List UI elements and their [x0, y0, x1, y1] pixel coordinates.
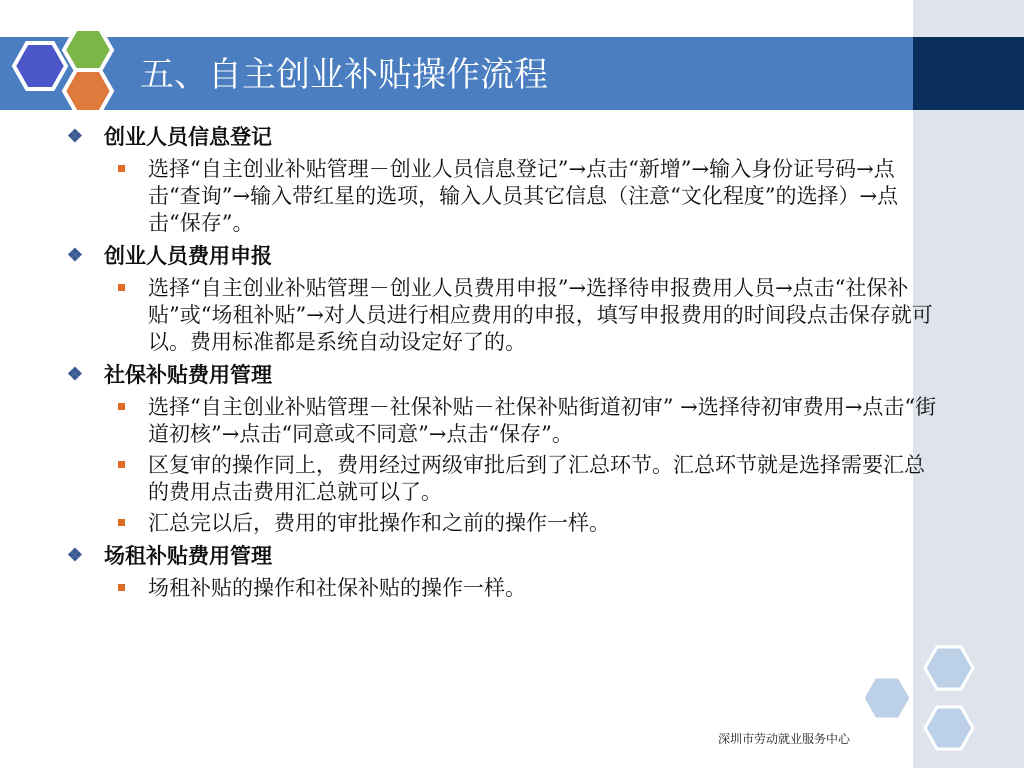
level2-item — [60, 275, 955, 356]
section-rent-subsidy — [60, 541, 955, 602]
hexagon-logo-icon — [0, 0, 140, 130]
hexagon-orange-icon — [64, 70, 112, 112]
section-heading: 创业人员信息登记 — [104, 124, 272, 149]
square-bullet-icon — [118, 284, 125, 291]
level2-item — [60, 394, 955, 448]
hexagon-green-icon — [64, 29, 112, 71]
hexagon-decoration-icon — [855, 628, 1024, 768]
diamond-bullet-icon: ❖ — [66, 545, 84, 566]
square-bullet-icon — [118, 461, 125, 468]
level1-item — [60, 122, 955, 152]
item-text: 选择“自主创业补贴管理－创业人员费用申报”→选择待申报费用人员→点击“社保补贴”或“场租补贴”→对人员进行相应费用的申报，填写申报费用的时间段点击保存就可以。费用标准都是系统自动设定好了的。 — [148, 276, 933, 354]
slide-title: 五、自主创业补贴操作流程 — [140, 55, 548, 95]
section-expense-report — [60, 241, 955, 356]
diamond-bullet-icon: ❖ — [66, 364, 84, 385]
item-text: 汇总完以后，费用的审批操作和之前的操作一样。 — [148, 511, 610, 535]
section-heading: 场租补贴费用管理 — [104, 543, 272, 568]
level1-item — [60, 541, 955, 571]
level2-item — [60, 452, 955, 506]
diamond-bullet-icon: ❖ — [66, 245, 84, 266]
square-bullet-icon — [118, 584, 125, 591]
level1-item — [60, 241, 955, 271]
level1-item — [60, 360, 955, 390]
level2-item — [60, 156, 955, 237]
square-bullet-icon — [118, 165, 125, 172]
footer-organization: 深圳市劳动就业服务中心 — [718, 732, 851, 746]
title-bar-dark-block — [913, 37, 1024, 110]
item-text: 区复审的操作同上，费用经过两级审批后到了汇总环节。汇总环节就是选择需要汇总的费用点击费用汇总就可以了。 — [148, 453, 925, 504]
section-heading: 社保补贴费用管理 — [104, 362, 272, 387]
content-area — [60, 120, 955, 606]
section-social-insurance — [60, 360, 955, 537]
diamond-bullet-icon: ❖ — [66, 126, 84, 147]
section-heading: 创业人员费用申报 — [104, 243, 272, 268]
level2-item — [60, 510, 955, 537]
section-registration — [60, 122, 955, 237]
item-text: 场租补贴的操作和社保补贴的操作一样。 — [148, 576, 526, 600]
hexagon-blue-icon — [14, 43, 66, 89]
square-bullet-icon — [118, 403, 125, 410]
level2-item — [60, 575, 955, 602]
item-text: 选择“自主创业补贴管理－创业人员信息登记”→点击“新增”→输入身份证号码→点击“查询”→输入带红星的选项，输入人员其它信息（注意“文化程度”的选择）→点击“保存”。 — [148, 157, 899, 235]
item-text: 选择“自主创业补贴管理－社保补贴－社保补贴街道初审” →选择待初审费用→点击“街道初核”→点击“同意或不同意”→点击“保存”。 — [148, 395, 937, 446]
square-bullet-icon — [118, 519, 125, 526]
